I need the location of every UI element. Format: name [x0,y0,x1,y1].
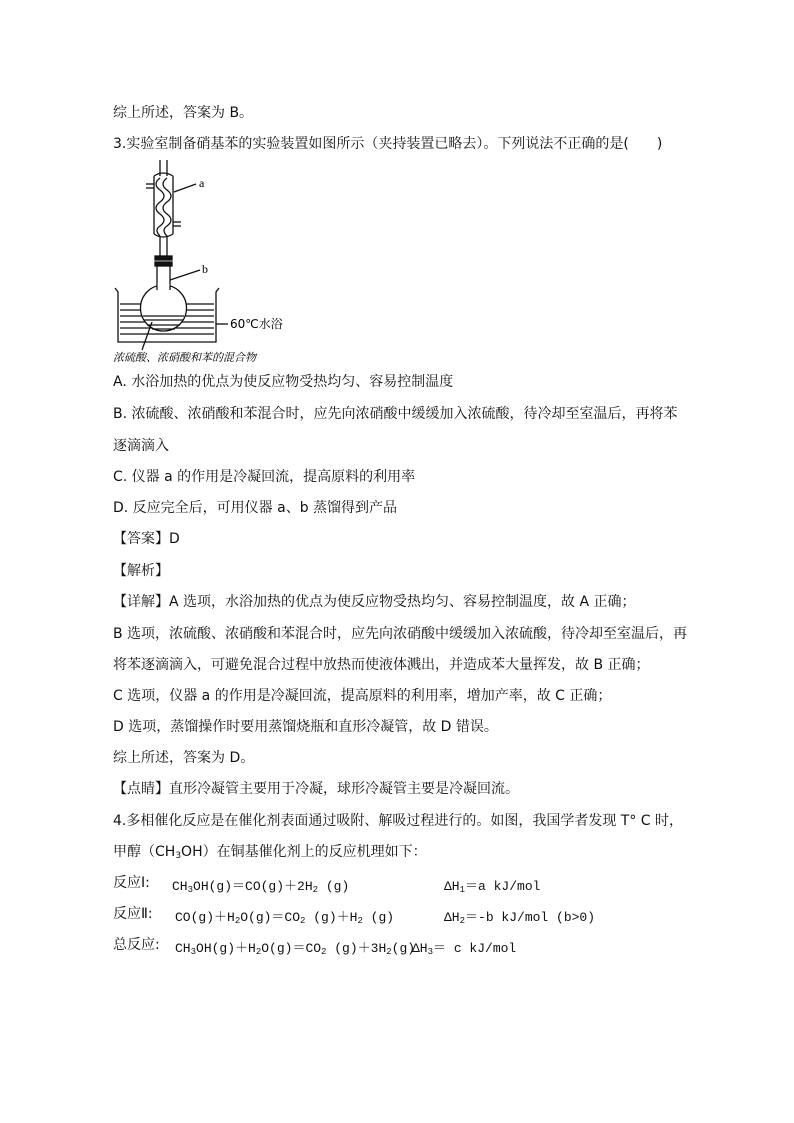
bulb-condenser-a [146,160,196,256]
stem2-pre: 甲醇（CH [113,844,176,860]
stem2-post: OH）在铜基催化剂上的反应机理如下： [181,844,427,860]
analysis-title: 【解析】 [113,563,169,579]
reaction-1-enthalpy: $\Delta H_1=a$ kJ/mol [444,879,541,895]
detail-line-3: 将苯逐滴滴入，可避免混合过程中放热而使液体溅出，并造成苯大量挥发，故 B 正确； [113,657,650,673]
reaction-2-equation: $CO(g)+H_2O(g)=CO_2$ $(g)+H_2$ (g) [175,910,395,926]
question-3-stem: 3.实验室制备硝基苯的实验装置如图所示（夹持装置已略去）。下列说法不正确的是( ) [113,136,663,152]
reaction-2-label: 反应Ⅱ: [113,906,153,922]
figure-caption: 浓硫酸、浓硝酸和苯的混合物 [113,351,256,364]
label-a: a [199,176,205,190]
detail-line-1: 【详解】A 选项，水浴加热的优点为使反应物受热均匀、容易控制温度，故 A 正确； [113,594,636,610]
question-4-stem-line2 [113,842,427,862]
detail-line-5: D 选项，蒸馏操作时要用蒸馏烧瓶和直形冷凝管，故 D 错误。 [113,719,498,735]
reaction-1-equation: $CH_3OH(g)=CO(g)+2H_2$ (g) [172,879,350,895]
round-bottom-flask-b [141,284,187,350]
detail-line-2: B 选项，浓硫酸、浓硝酸和苯混合时，应先向浓硝酸中缓缓加入浓硫酸，待冷却至室温后，再 [113,626,688,642]
label-water-bath: 60℃水浴 [230,317,283,331]
key-point: 【点睛】直形冷凝管主要用于冷凝，球形冷凝管主要是冷凝回流。 [113,781,519,797]
reaction-total-equation: $CH_3OH(g)+H_2O(g)=CO_2$ $(g)+3H_2(g)$ [175,941,416,957]
option-d: D. 反应完全后，可用仪器 a、b 蒸馏得到产品 [113,500,398,516]
reaction-1-label: 反应Ⅰ: [113,875,150,891]
reaction-total-enthalpy: $\Delta H_3= c$ kJ/mol [412,941,517,957]
option-a: A. 水浴加热的优点为使反应物受热均匀、容易控制温度 [113,374,454,390]
reaction-total-label: 总反应: [113,937,160,953]
nitrobenzene-apparatus-figure [112,160,312,366]
option-b-line1: B. 浓硫酸、浓硝酸和苯混合时，应先向浓硝酸中缓缓加入浓硫酸，待冷却至室温后，再将苯 [113,406,678,422]
detail-line-6: 综上所述，答案为 D。 [113,750,255,766]
stem2-sub: 3 [175,851,182,861]
answer: 【答案】D [113,531,180,547]
question-4-stem-line1: 4.多相催化反应是在催化剂表面通过吸附、解吸过程进行的。如图，我国学者发现 T° C 时， [113,813,684,829]
label-b: b [202,262,208,276]
detail-line-4: C 选项，仪器 a 的作用是冷凝回流，提高原料的利用率，增加产率，故 C 正确； [113,688,612,704]
reaction-2-enthalpy: $\Delta H_2=-b$ kJ/mol (b>0) [444,910,596,926]
option-b-line2: 逐滴滴入 [113,438,169,454]
prev-conclusion: 综上所述，答案为 B。 [113,105,254,121]
option-c: C. 仪器 a 的作用是冷凝回流，提高原料的利用率 [113,469,416,485]
